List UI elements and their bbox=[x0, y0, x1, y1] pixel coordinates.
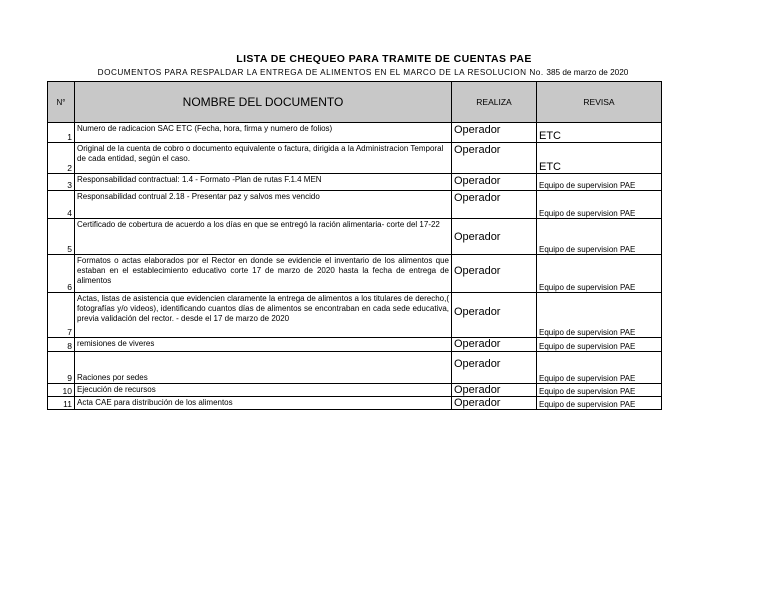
row-number: 6 bbox=[48, 255, 75, 293]
document-name: Responsabilidad contrual 2.18 - Presentar paz y salvos mes vencido bbox=[75, 191, 452, 219]
row-number: 1 bbox=[48, 123, 75, 143]
checklist-table bbox=[47, 81, 662, 410]
revisa-cell: Equipo de supervision PAE bbox=[537, 293, 662, 338]
row-number: 11 bbox=[48, 397, 75, 410]
table-row bbox=[48, 384, 662, 397]
realiza-cell: Operador bbox=[452, 255, 537, 293]
table-row bbox=[48, 352, 662, 384]
revisa-cell: Equipo de supervision PAE bbox=[537, 191, 662, 219]
row-number: 2 bbox=[48, 143, 75, 174]
document-name: Responsabilidad contractual: 1.4 - Formato -Plan de rutas F.1.4 MEN bbox=[75, 174, 452, 191]
document-name: Actas, listas de asistencia que evidencien claramente la entrega de alimentos a los titulares de derecho,( fotografías y/o videos), identificando cuantos días de alimentos se encontraban en cada sede educativa, previa validación del rector. - desde el 17 de marzo de 2020 bbox=[75, 293, 452, 338]
document-name: remisiones de viveres bbox=[75, 338, 452, 352]
table-row bbox=[48, 174, 662, 191]
document-name: Formatos o actas elaborados por el Rector en donde se evidencie el inventario de los alimentos que estaban en el establecimiento educativo corte 17 de marzo de 2020 hasta la fecha de entrega de alimentos bbox=[75, 255, 452, 293]
realiza-cell: Operador bbox=[452, 352, 537, 384]
row-number: 4 bbox=[48, 191, 75, 219]
revisa-cell: ETC bbox=[537, 123, 662, 143]
page-title: LISTA DE CHEQUEO PARA TRAMITE DE CUENTAS PAE bbox=[236, 53, 532, 65]
row-number: 8 bbox=[48, 338, 75, 352]
revisa-cell: Equipo de supervision PAE bbox=[537, 397, 662, 410]
column-header-realiza: REALIZA bbox=[452, 82, 537, 123]
subtitle-text: DOCUMENTOS PARA RESPALDAR LA ENTREGA DE ALIMENTOS EN EL MARCO DE LA RESOLUCION No. bbox=[97, 68, 544, 77]
document-name: Acta CAE para distribución de los alimentos bbox=[75, 397, 452, 410]
revisa-cell: Equipo de supervision PAE bbox=[537, 338, 662, 352]
realiza-cell: Operador bbox=[452, 219, 537, 255]
realiza-cell: Operador bbox=[452, 143, 537, 174]
document-name: Raciones por sedes bbox=[75, 352, 452, 384]
row-number: 7 bbox=[48, 293, 75, 338]
table-row bbox=[48, 123, 662, 143]
subtitle-resolution-date: 385 de marzo de 2020 bbox=[546, 68, 629, 77]
realiza-cell: Operador bbox=[452, 397, 537, 410]
page-subtitle bbox=[78, 68, 648, 77]
realiza-cell: Operador bbox=[452, 123, 537, 143]
revisa-cell: ETC bbox=[537, 143, 662, 174]
realiza-cell: Operador bbox=[452, 174, 537, 191]
realiza-cell: Operador bbox=[452, 191, 537, 219]
document-name: Original de la cuenta de cobro o documento equivalente o factura, dirigida a la Administracion Temporal de cada entidad, según el caso. bbox=[75, 143, 452, 174]
row-number: 3 bbox=[48, 174, 75, 191]
revisa-cell: Equipo de supervision PAE bbox=[537, 352, 662, 384]
document-name: Certificado de cobertura de acuerdo a los días en que se entregó la ración alimentaria- corte del 17-22 bbox=[75, 219, 452, 255]
row-number: 10 bbox=[48, 384, 75, 397]
revisa-cell: Equipo de supervision PAE bbox=[537, 174, 662, 191]
table-row bbox=[48, 338, 662, 352]
document-name: Numero de radicacion SAC ETC (Fecha, hora, firma y numero de folios) bbox=[75, 123, 452, 143]
realiza-cell: Operador bbox=[452, 384, 537, 397]
realiza-cell: Operador bbox=[452, 338, 537, 352]
realiza-cell: Operador bbox=[452, 293, 537, 338]
column-header-num: N° bbox=[48, 82, 75, 123]
table-row bbox=[48, 397, 662, 410]
revisa-cell: Equipo de supervision PAE bbox=[537, 255, 662, 293]
row-number: 5 bbox=[48, 219, 75, 255]
table-header-row bbox=[48, 82, 662, 123]
table-row bbox=[48, 143, 662, 174]
column-header-name: NOMBRE DEL DOCUMENTO bbox=[75, 82, 452, 123]
column-header-revisa: REVISA bbox=[537, 82, 662, 123]
revisa-cell: Equipo de supervision PAE bbox=[537, 219, 662, 255]
table-row bbox=[48, 293, 662, 338]
table-row bbox=[48, 219, 662, 255]
document-name: Ejecución de recursos bbox=[75, 384, 452, 397]
table-row bbox=[48, 191, 662, 219]
row-number: 9 bbox=[48, 352, 75, 384]
table-row bbox=[48, 255, 662, 293]
revisa-cell: Equipo de supervision PAE bbox=[537, 384, 662, 397]
